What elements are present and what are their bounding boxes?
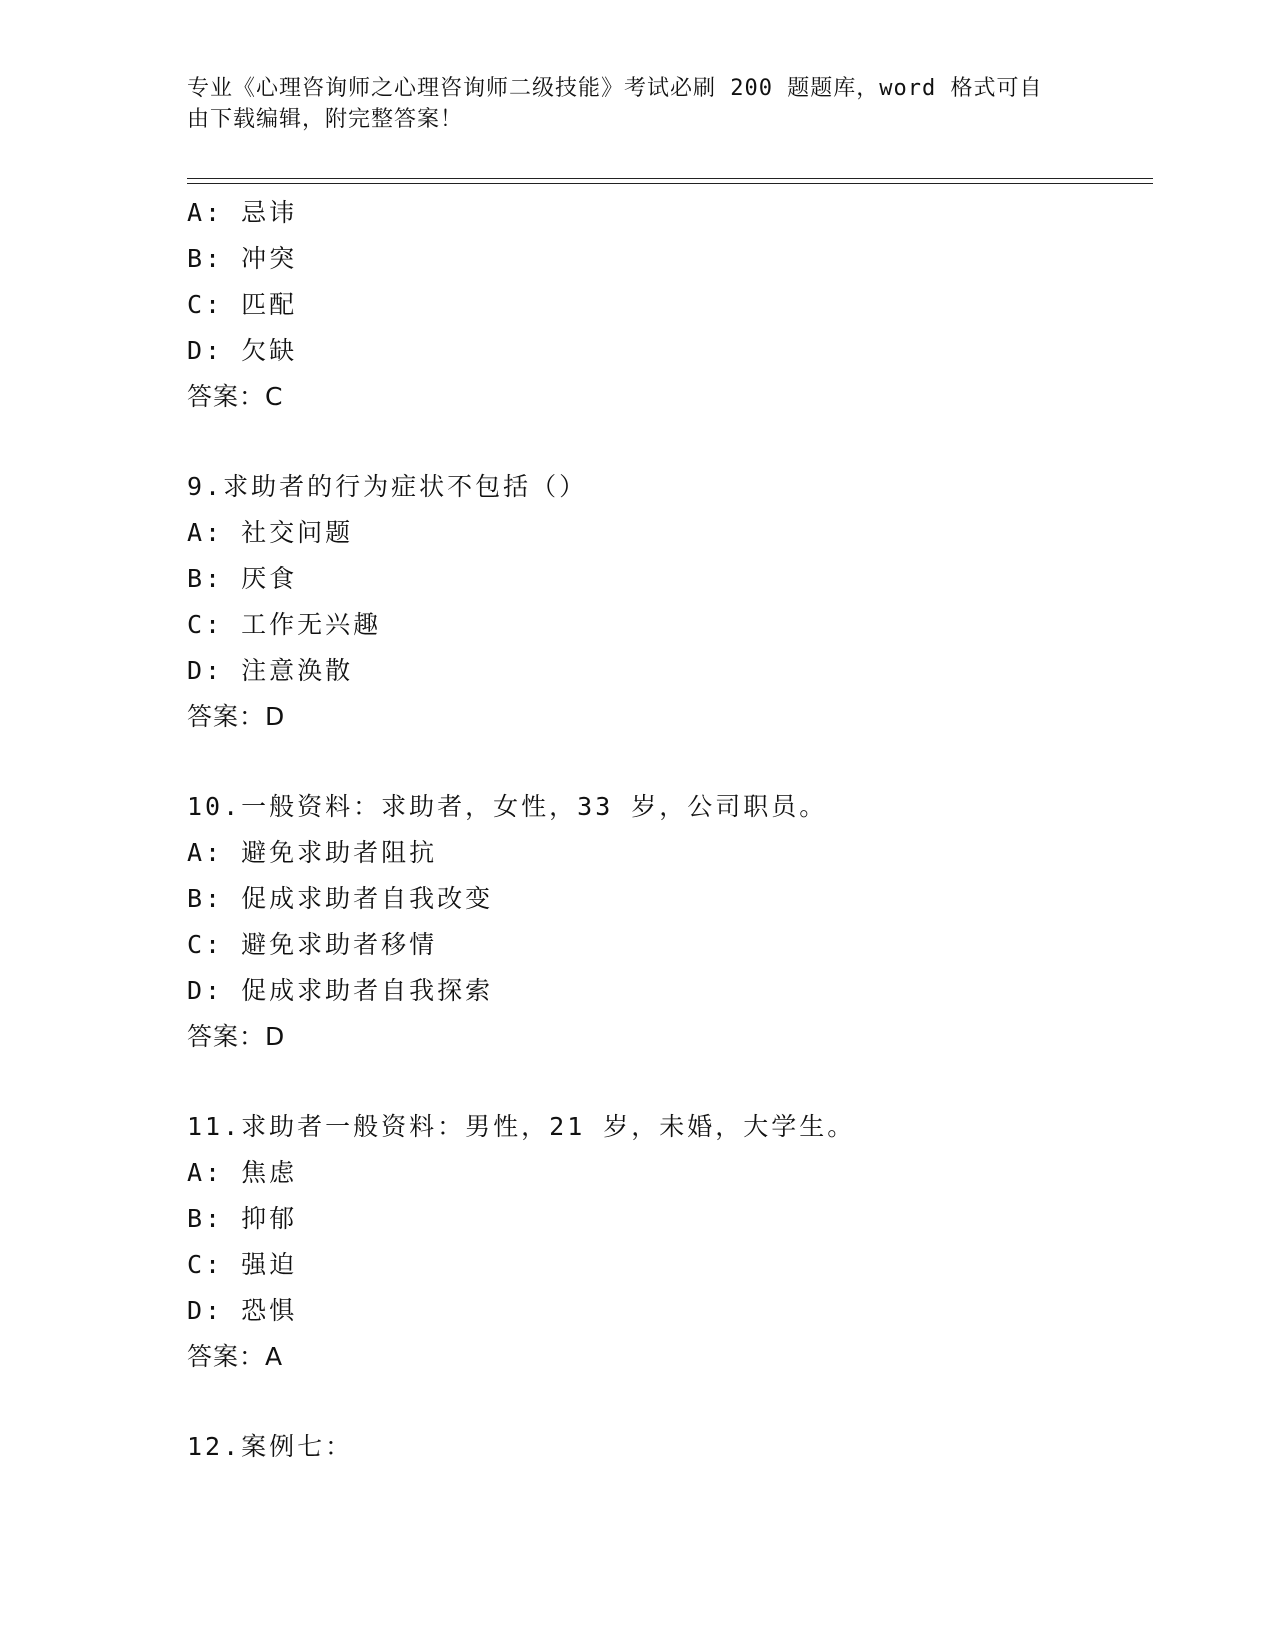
question-block-12 (187, 1424, 1147, 1470)
question-text: 10.一般资料：求助者，女性，33 岁，公司职员。 (187, 792, 828, 821)
question-block-8 (187, 190, 1147, 420)
document-header (187, 73, 1067, 135)
header-divider-bottom (187, 183, 1153, 184)
header-line-2: 由下载编辑，附完整答案！ (187, 107, 464, 132)
block-spacer (187, 740, 1147, 784)
question-text: 11.求助者一般资料：男性，21 岁，未婚，大学生。 (187, 1112, 856, 1141)
question-block-11 (187, 1104, 1147, 1380)
option-a: A: 社交问题 (187, 518, 354, 547)
option-d: D: 欠缺 (187, 336, 298, 365)
block-spacer (187, 1380, 1147, 1424)
option-a: A: 忌讳 (187, 198, 298, 227)
option-a: A: 焦虑 (187, 1158, 298, 1187)
header-divider-top (187, 178, 1153, 179)
option-b: B: 抑郁 (187, 1204, 298, 1233)
question-text: 9.求助者的行为症状不包括（） (187, 472, 588, 501)
block-spacer (187, 420, 1147, 464)
option-d: D: 促成求助者自我探索 (187, 976, 494, 1005)
question-text: 12.案例七： (187, 1432, 354, 1461)
option-c: C: 匹配 (187, 290, 298, 319)
option-a: A: 避免求助者阻抗 (187, 838, 438, 867)
option-b: B: 促成求助者自我改变 (187, 884, 494, 913)
question-block-10 (187, 784, 1147, 1060)
question-block-9 (187, 464, 1147, 740)
answer-line: 答案：D (187, 1022, 286, 1051)
option-c: C: 避免求助者移情 (187, 930, 438, 959)
option-b: B: 冲突 (187, 244, 298, 273)
option-b: B: 厌食 (187, 564, 298, 593)
answer-line: 答案：A (187, 1342, 284, 1371)
header-line-1: 专业《心理咨询师之心理咨询师二级技能》考试必刷 200 题题库，word 格式可自 (187, 76, 1043, 101)
question-list (187, 190, 1147, 1470)
option-d: D: 恐惧 (187, 1296, 298, 1325)
option-d: D: 注意涣散 (187, 656, 354, 685)
option-c: C: 强迫 (187, 1250, 298, 1279)
answer-line: 答案：D (187, 702, 286, 731)
block-spacer (187, 1060, 1147, 1104)
answer-line: 答案：C (187, 382, 284, 411)
option-c: C: 工作无兴趣 (187, 610, 382, 639)
